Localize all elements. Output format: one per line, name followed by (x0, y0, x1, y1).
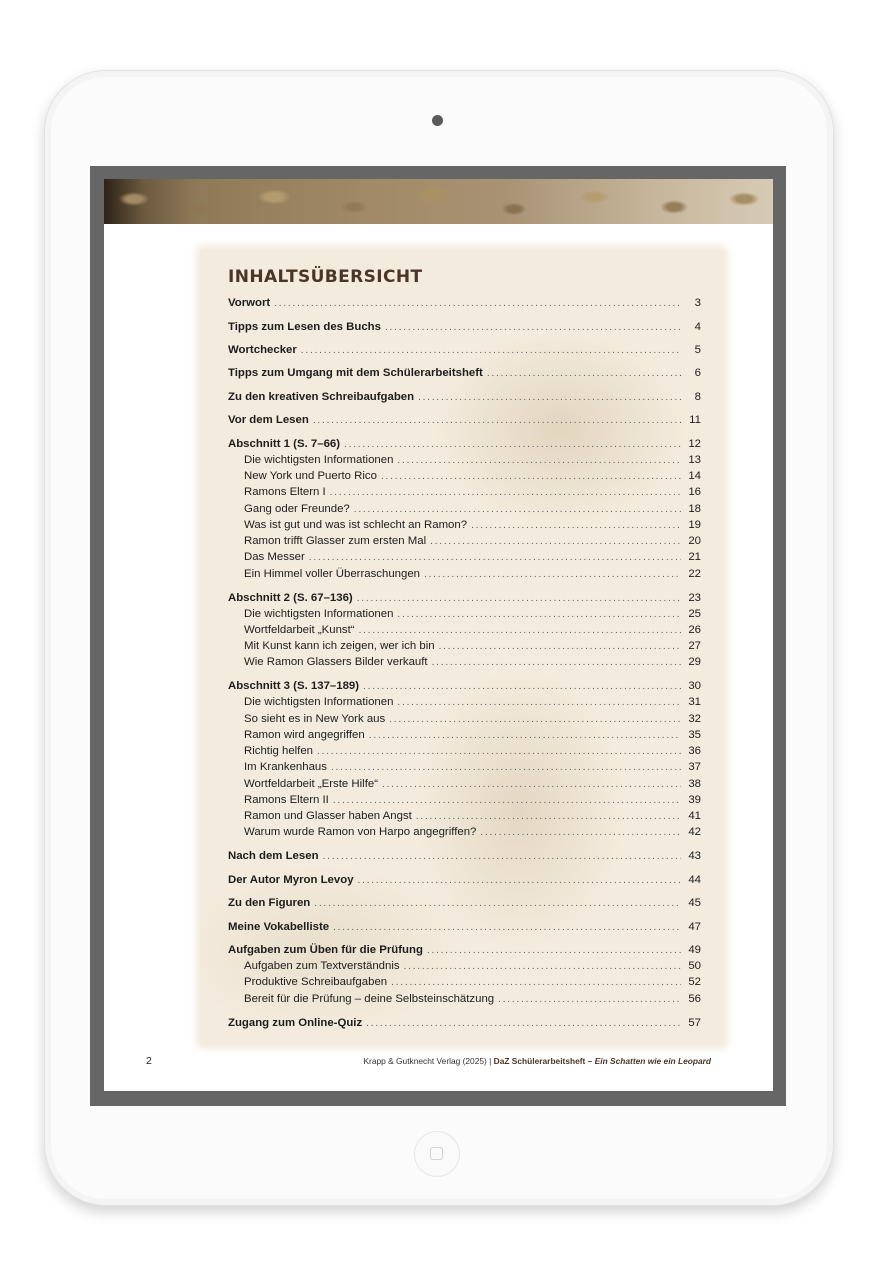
toc-entry-page: 26 (688, 624, 701, 636)
toc-dot-leader (330, 485, 681, 501)
toc-entry-page: 42 (688, 826, 701, 838)
toc-dot-leader (313, 413, 681, 429)
toc-entry-label: Abschnitt 3 (S. 137–189) (228, 680, 360, 692)
toc-entry-label: Die wichtigsten Informationen (244, 696, 394, 708)
toc-entry-page: 56 (688, 993, 701, 1005)
toc-dot-leader (369, 728, 681, 744)
toc-entry-page: 43 (688, 850, 701, 862)
toc-dot-leader (480, 825, 681, 841)
toc-dot-leader (404, 959, 681, 975)
toc-entry[interactable] (244, 501, 701, 517)
toc-entry[interactable] (244, 711, 701, 727)
toc-entry-label: Gang oder Freunde? (244, 503, 350, 515)
toc-dot-leader (389, 712, 681, 728)
toc-entry[interactable] (244, 824, 701, 840)
toc-entry-page: 22 (688, 568, 701, 580)
toc-entry-page: 45 (688, 897, 701, 909)
toc-entry-page: 13 (688, 454, 701, 466)
toc-dot-leader (359, 623, 681, 639)
toc-dot-leader (357, 591, 681, 607)
toc-entry[interactable] (244, 808, 701, 824)
toc-entry-label: Mit Kunst kann ich zeigen, wer ich bin (244, 640, 435, 652)
toc-dot-leader (427, 943, 681, 959)
toc-dot-leader (397, 453, 681, 469)
toc-dot-leader (424, 567, 681, 583)
toc-entry[interactable] (244, 622, 701, 638)
toc-entry[interactable] (228, 678, 701, 694)
toc-entry[interactable] (228, 590, 701, 606)
toc-entry-page: 11 (689, 414, 701, 426)
toc-dot-leader (366, 1016, 681, 1032)
toc-entry-label: Richtig helfen (244, 745, 314, 757)
toc-entry-label: Bereit für die Prüfung – deine Selbsteinschätzung (244, 993, 495, 1005)
toc-dot-leader (397, 607, 681, 623)
toc-dot-leader (331, 760, 681, 776)
toc-entry-label: Zu den Figuren (228, 897, 311, 909)
toc-entry-label: So sieht es in New York aus (244, 713, 386, 725)
toc-entry-page: 21 (688, 551, 701, 563)
toc-entry-page: 32 (688, 713, 701, 725)
home-button[interactable] (414, 1131, 460, 1177)
toc-entry[interactable] (244, 776, 701, 792)
toc-entry-label: Der Autor Myron Levoy (228, 874, 354, 886)
toc-entry-label: Ramons Eltern II (244, 794, 329, 806)
toc-entry-label: Aufgaben zum Textverständnis (244, 960, 400, 972)
toc-entry[interactable] (244, 566, 701, 582)
toc-entry-label: Tipps zum Umgang mit dem Schülerarbeitsheft (228, 367, 483, 379)
toc-dot-leader (301, 343, 681, 359)
toc-entry-label: Vorwort (228, 297, 271, 309)
toc-dot-leader (309, 550, 681, 566)
toc-entry[interactable] (244, 974, 701, 990)
toc-entry-label: Produktive Schreibaufgaben (244, 976, 388, 988)
toc-dot-leader (314, 896, 681, 912)
toc-entry-page: 18 (688, 503, 701, 515)
toc-entry[interactable] (244, 533, 701, 549)
toc-entry-label: Im Krankenhaus (244, 761, 327, 773)
toc-dot-leader (382, 777, 681, 793)
toc-entry-label: Die wichtigsten Informationen (244, 608, 394, 620)
toc-entry[interactable] (228, 365, 701, 381)
toc-entry[interactable] (228, 412, 701, 428)
toc-entry-page: 52 (688, 976, 701, 988)
toc-entry[interactable] (244, 549, 701, 565)
footer-series: DaZ Schülerarbeitsheft – (493, 1056, 593, 1066)
toc-dot-leader (333, 920, 681, 936)
toc-entry-page: 47 (688, 921, 701, 933)
toc-dot-leader (439, 639, 681, 655)
toc-entry-page: 49 (688, 944, 701, 956)
toc-dot-leader (397, 695, 681, 711)
toc-entry-page: 41 (688, 810, 701, 822)
toc-entry-page: 20 (688, 535, 701, 547)
toc-entry-page: 44 (688, 874, 701, 886)
toc-entry[interactable] (244, 694, 701, 710)
toc-dot-leader (274, 296, 681, 312)
toc-entry[interactable] (244, 792, 701, 808)
toc-entry-page: 14 (688, 470, 701, 482)
toc-entry-page: 29 (688, 656, 701, 668)
toc-entry[interactable] (228, 895, 701, 911)
toc-entry-page: 36 (688, 745, 701, 757)
toc-entry-label: Abschnitt 1 (S. 7–66) (228, 438, 341, 450)
toc-entry[interactable] (228, 919, 701, 935)
toc-dot-leader (333, 793, 681, 809)
toc-entry-label: Wie Ramon Glassers Bilder verkauft (244, 656, 428, 668)
decorative-banner (104, 179, 773, 224)
toc-entry-label: Das Messer (244, 551, 305, 563)
toc-dot-leader (416, 809, 681, 825)
toc-entry-page: 50 (688, 960, 701, 972)
toc-dot-leader (471, 518, 681, 534)
toc-entry-page: 31 (688, 696, 701, 708)
toc-dot-leader (358, 873, 681, 889)
toc-entry-label: Ramon und Glasser haben Angst (244, 810, 412, 822)
camera-icon (432, 115, 443, 126)
home-square-icon (430, 1147, 443, 1160)
toc-dot-leader (381, 469, 681, 485)
toc-dot-leader (498, 992, 681, 1008)
toc-dot-leader (418, 390, 681, 406)
toc-entry-page: 23 (688, 592, 701, 604)
toc-entry-label: Warum wurde Ramon von Harpo angegriffen? (244, 826, 477, 838)
toc-entry-page: 3 (694, 297, 701, 309)
toc-entry[interactable] (244, 484, 701, 500)
toc-entry-label: Nach dem Lesen (228, 850, 319, 862)
toc-entry[interactable] (228, 295, 701, 311)
toc-entry-label: Vor dem Lesen (228, 414, 309, 426)
page-number: 2 (146, 1055, 152, 1067)
toc-entry-label: Was ist gut und was ist schlecht an Ramon? (244, 519, 468, 531)
toc-entry[interactable] (244, 606, 701, 622)
toc-entry[interactable] (228, 848, 701, 864)
toc-entry-page: 6 (694, 367, 701, 379)
toc-entry[interactable] (228, 389, 701, 405)
footer-book-title: Ein Schatten wie ein Leopard (594, 1056, 711, 1066)
toc-entry-page: 16 (688, 486, 701, 498)
toc-entry-page: 35 (688, 729, 701, 741)
toc-entry[interactable] (244, 452, 701, 468)
toc-entry-page: 4 (694, 321, 701, 333)
toc-entry-page: 19 (688, 519, 701, 531)
toc-dot-leader (432, 655, 681, 671)
toc-entry-label: New York und Puerto Rico (244, 470, 377, 482)
toc-dot-leader (344, 437, 681, 453)
toc-entry[interactable] (228, 342, 701, 358)
toc-entry-page: 25 (688, 608, 701, 620)
toc-entry-label: Wortfeldarbeit „Kunst“ (244, 624, 355, 636)
toc-dot-leader (385, 320, 681, 336)
toc-entry-page: 39 (688, 794, 701, 806)
toc-entry-label: Wortfeldarbeit „Erste Hilfe“ (244, 778, 378, 790)
toc-entry-label: Wortchecker (228, 344, 297, 356)
toc-dot-leader (323, 849, 681, 865)
toc-entry-label: Meine Vokabelliste (228, 921, 330, 933)
toc-entry[interactable] (228, 942, 701, 958)
toc-entry-page: 5 (694, 344, 701, 356)
toc-dot-leader (317, 744, 681, 760)
toc-entry-page: 12 (688, 438, 701, 450)
toc-entry[interactable] (244, 759, 701, 775)
toc-entry-label: Aufgaben zum Üben für die Prüfung (228, 944, 423, 956)
toc-entry-page: 8 (694, 391, 701, 403)
toc-entry-label: Ramon trifft Glasser zum ersten Mal (244, 535, 427, 547)
toc-entry[interactable] (244, 727, 701, 743)
toc-entry[interactable] (244, 517, 701, 533)
toc-entry-label: Abschnitt 2 (S. 67–136) (228, 592, 353, 604)
toc-entry[interactable] (244, 468, 701, 484)
toc-entry[interactable] (244, 638, 701, 654)
toc-entry-label: Tipps zum Lesen des Buchs (228, 321, 381, 333)
footer-credit (363, 1056, 711, 1066)
toc-entry[interactable] (228, 872, 701, 888)
toc-entry[interactable] (228, 436, 701, 452)
toc-dot-leader (391, 975, 681, 991)
toc-entry-page: 38 (688, 778, 701, 790)
page-title: INHALTSÜBERSICHT (228, 267, 423, 287)
toc-entry-page: 57 (688, 1017, 701, 1029)
toc-entry-page: 30 (688, 680, 701, 692)
toc-entry-label: Ein Himmel voller Überraschungen (244, 568, 420, 580)
toc-entry[interactable] (244, 958, 701, 974)
toc-dot-leader (363, 679, 681, 695)
toc-entry-label: Die wichtigsten Informationen (244, 454, 394, 466)
document-page (104, 179, 773, 1091)
footer-publisher: Krapp & Gutknecht Verlag (2025) | (363, 1056, 492, 1066)
toc-entry-page: 27 (688, 640, 701, 652)
toc-entry[interactable] (228, 1015, 701, 1031)
toc-dot-leader (354, 502, 681, 518)
toc-entry-label: Ramon wird angegriffen (244, 729, 365, 741)
toc-entry[interactable] (244, 743, 701, 759)
toc-entry-label: Zugang zum Online-Quiz (228, 1017, 363, 1029)
toc-entry[interactable] (228, 319, 701, 335)
toc-entry-page: 37 (688, 761, 701, 773)
toc-entry[interactable] (244, 991, 701, 1007)
toc-entry-label: Zu den kreativen Schreibaufgaben (228, 391, 415, 403)
toc-dot-leader (430, 534, 681, 550)
toc-entry[interactable] (244, 654, 701, 670)
toc-entry-label: Ramons Eltern I (244, 486, 326, 498)
toc-dot-leader (487, 366, 681, 382)
